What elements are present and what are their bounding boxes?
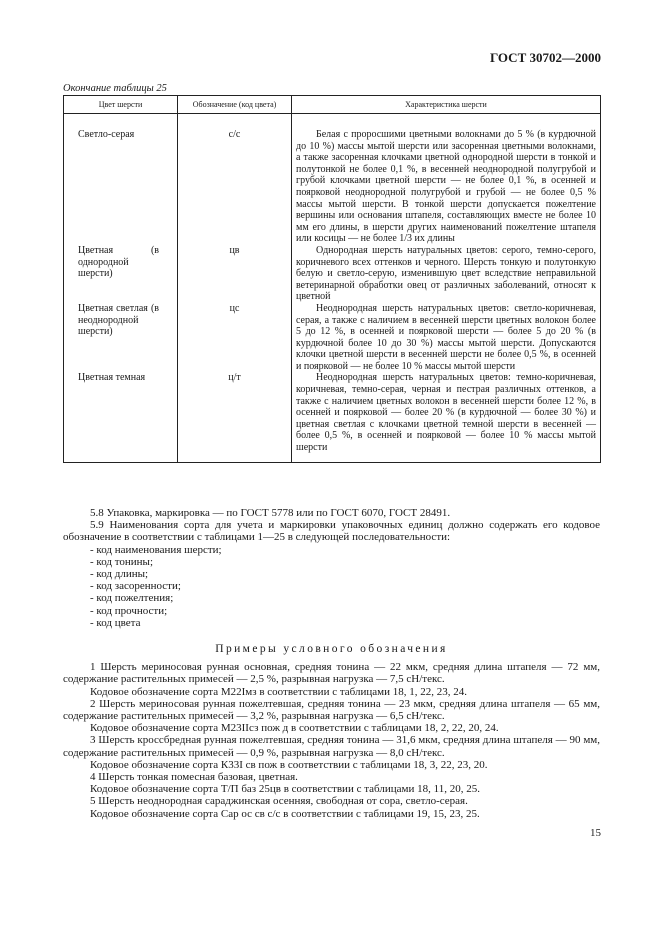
table-row <box>64 372 601 462</box>
paragraph-5-8: 5.8 Упаковка, маркировка — по ГОСТ 5778 или по ГОСТ 6070, ГОСТ 28491. <box>90 507 451 519</box>
cell-code: цв <box>178 245 292 303</box>
wool-color-table <box>63 95 601 463</box>
cell-description: Неоднородная шерсть натуральных цветов: светло-коричневая, серая, а также с наличием в весенней шерсти цветных волокон более 5 до 12 %, в осенней и поярковой шерсти — более 5 до 20 % (в курдючной более 10 до 30 %) массы мытой шерсти. Допускаются клочки цветной шерсти в весенней шерсти не более 0,5 %, в осенней и поярковой — не более 10 % массы мытой шерсти <box>292 303 601 373</box>
cell-description: Неоднородная шерсть натуральных цветов: темно-коричневая, коричневая, темно-серая, черная и пестрая различных оттенков, а также с наличием цветных волокон в весенней шерсти более 12 %, в осенней и поярковой — более 20 % (в курдючной — более 30 %) и цветная светлая с клочками цветной темной шерсти в весенней — более 0,5 %, в осенней и поярковой — более 10 % массы мытой шерсти <box>292 372 601 462</box>
list-item: - код длины; <box>90 568 149 581</box>
cell-code: ц/т <box>178 372 292 462</box>
column-header-code: Обозначение (код цвета) <box>178 96 292 114</box>
example-paragraph: 4 Шерсть тонкая помесная базовая, цветная. <box>90 771 298 784</box>
example-paragraph: Кодовое обозначение сорта М23IIсз пож д в соответствии с таблицами 18, 2, 22, 20, 24. <box>90 722 499 735</box>
list-item: - код прочности; <box>90 604 168 617</box>
table-header-row <box>64 96 601 114</box>
example-paragraph: 2 Шерсть мериносовая рунная пожелтевшая, средняя тонина — 23 мкм, средняя длина штапеля — 65 мм, содержание растительных примесей — 3,2 %, разрывная нагрузка — 6,5 сН/текс. <box>63 697 600 723</box>
list-item: - код засоренности; <box>90 580 181 593</box>
example-paragraph: Кодовое обозначение сорта Т/П баз 25цв в соответствии с таблицами 18, 11, 20, 25. <box>90 783 480 796</box>
page-number: 15 <box>590 827 601 839</box>
cell-description: Однородная шерсть натуральных цветов: серого, темно-серого, коричневого всех оттенков и черного. Шерсть тонкую и полутонкую белую и светло-серую, изменившую цвет вследствие неправильной ветеринарной обработки овец от различных заболеваний, относят к цветной <box>292 245 601 303</box>
example-paragraph: Кодовое обозначение сорта М22Iмз в соответствии с таблицами 18, 1, 22, 23, 24. <box>90 685 467 698</box>
column-header-description: Характеристика шерсти <box>292 96 601 114</box>
cell-color: Цветная (в однородной шерсти) <box>64 245 178 303</box>
document-header: ГОСТ 30702—2000 <box>489 50 601 65</box>
list-item: - код наименования шерсти; <box>90 543 222 556</box>
column-header-color: Цвет шерсти <box>64 96 178 114</box>
cell-color: Светло-серая <box>64 114 178 245</box>
cell-code: с/с <box>178 114 292 245</box>
document-body <box>63 507 600 820</box>
example-paragraph: 1 Шерсть мериносовая рунная основная, средняя тонина — 22 мкм, средняя длина штапеля — 72 мм, содержание растительных примесей — 2,5 %, разрывная нагрузка — 7,5 сН/текс. <box>63 661 600 686</box>
paragraph-5-9: 5.9 Наименования сорта для учета и маркировки упаковочных единиц должно содержать его кодовое обозначение в соответствии с таблицами 1—25 в следующей последовательности: <box>63 519 600 544</box>
cell-code: цс <box>178 303 292 373</box>
examples-title: Примеры условного обозначения <box>215 643 448 656</box>
example-paragraph: 3 Шерсть кроссбредная рунная пожелтевшая, средняя тонина — 31,6 мкм, средняя длина штапеля — 90 мм, содержание растительных примесей — 0,9 %, разрывная нагрузка — 8,0 сН/текс. <box>63 734 600 759</box>
table-row <box>64 303 601 373</box>
list-item: - код тонины; <box>90 555 153 568</box>
example-paragraph: 5 Шерсть неоднородная сараджинская осенняя, свободная от сора, светло-серая. <box>90 795 468 808</box>
example-paragraph: Кодовое обозначение сорта К33I св пож в соответствии с таблицами 18, 3, 22, 23, 20. <box>90 758 488 771</box>
table-row <box>64 245 601 303</box>
cell-color: Цветная светлая (в неоднородной шерсти) <box>64 303 178 373</box>
example-paragraph: Кодовое обозначение сорта Сар ос св с/с в соответствии с таблицами 19, 15, 23, 25. <box>90 807 480 820</box>
cell-description: Белая с проросшими цветными волокнами до 5 % (в курдючной до 10 %) массы мытой шерсти или засоренная цветными волокнами, а также засоренная клочками цветной однородной шерсти в тонкой и полутонкой не более 0,1 %, в весенней неоднородной полугрубой и грубой клочками цветной шерсти — не более 0,1 %, в осенней и поярковой неоднородной полугрубой и грубой — не более 0,5 % массы мытой шерсти. В тонкой шерсти допускается пожелтение вершины или основания штапеля, составляющих вместе не более 10 мм его длины, в шерсти других наименований пожелтение штапеля или косицы — не более 1/3 их длины <box>292 114 601 245</box>
cell-color: Цветная темная <box>64 372 178 462</box>
table-row <box>64 114 601 245</box>
list-item: - код пожелтения; <box>90 592 174 605</box>
table-caption: Окончание таблицы 25 <box>63 83 167 94</box>
list-item: - код цвета <box>90 616 141 629</box>
